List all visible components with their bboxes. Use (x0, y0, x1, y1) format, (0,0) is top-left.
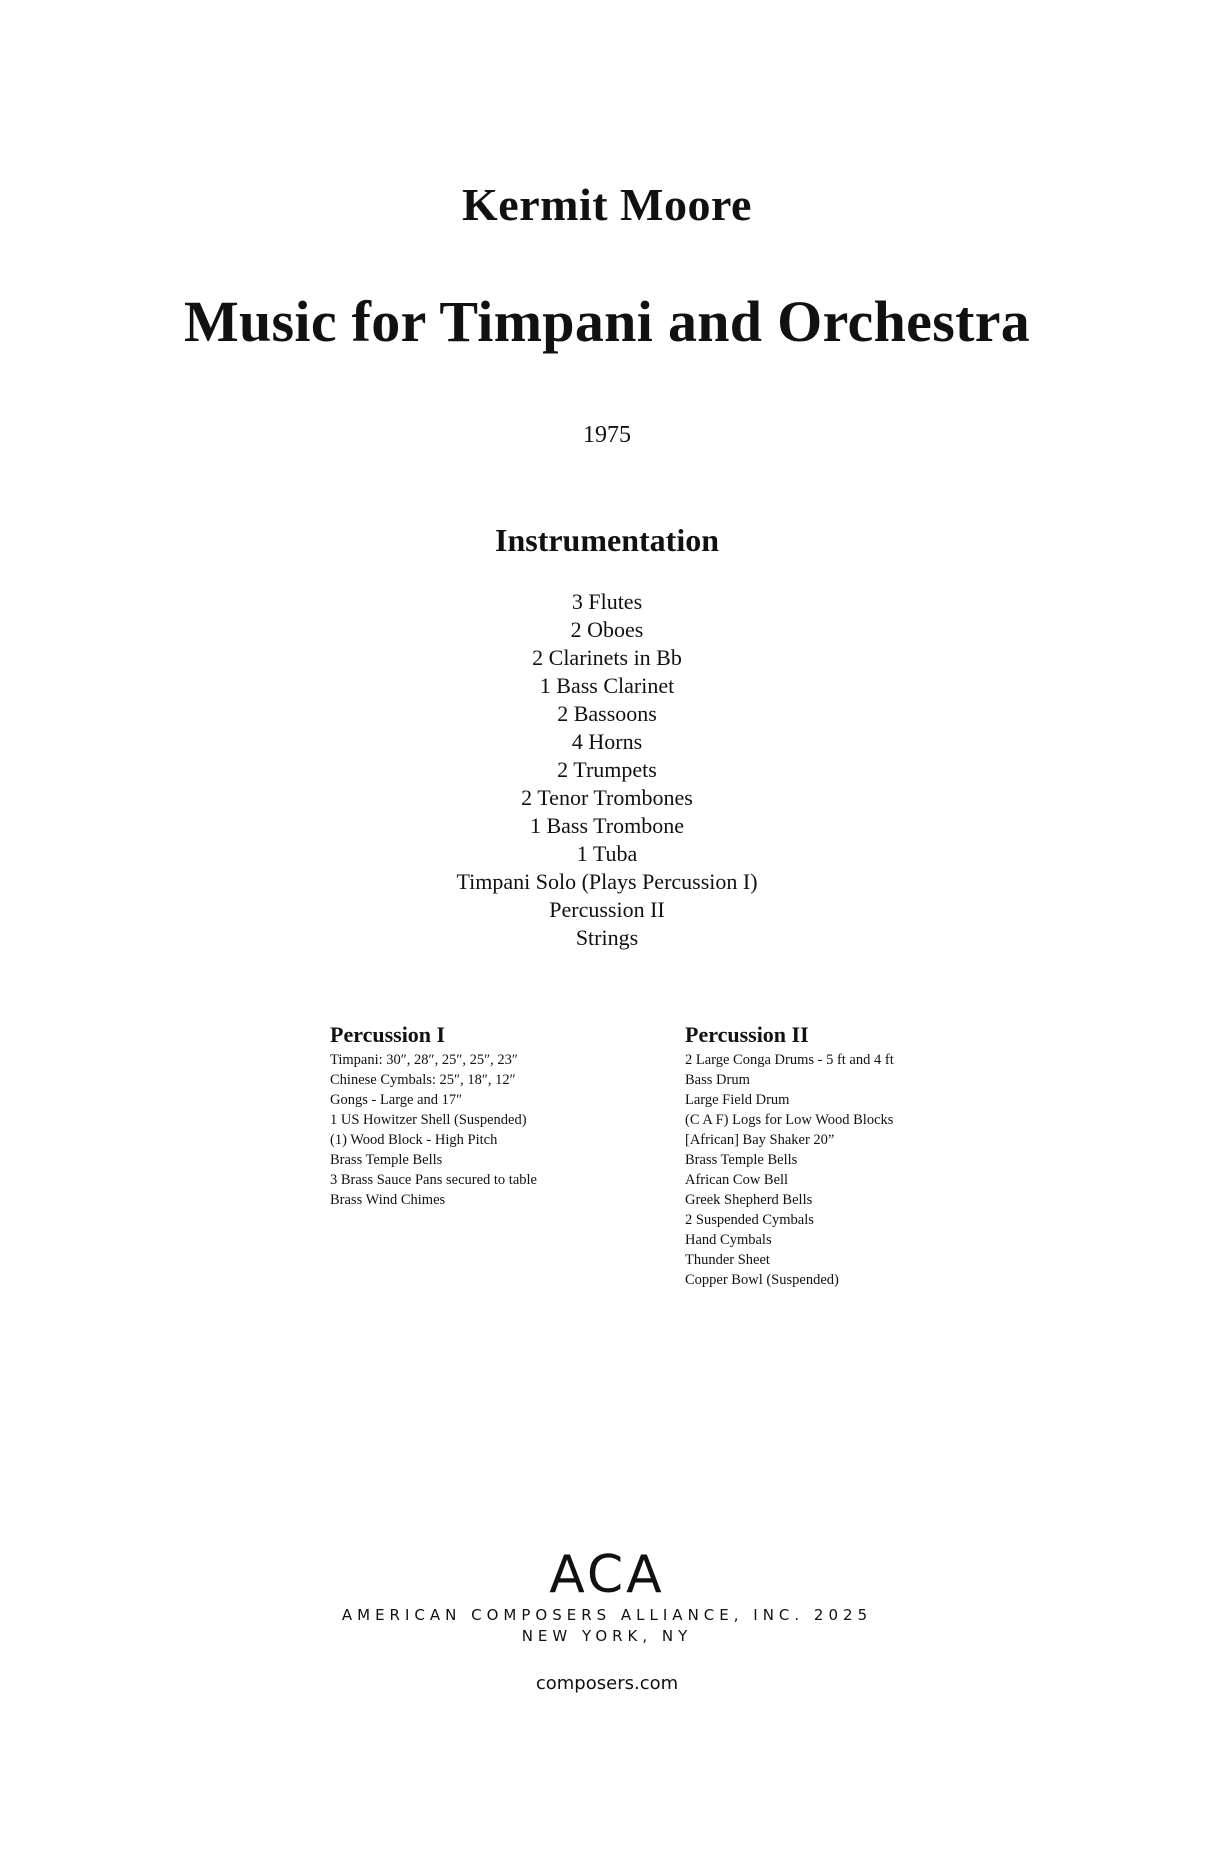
instrument-item: 1 Bass Clarinet (539, 673, 675, 698)
percussion-2-list (685, 1050, 1025, 1290)
percussion-item: Hand Cymbals (685, 1232, 772, 1248)
composer-name: Kermit Moore (462, 179, 752, 230)
instrumentation-list (0, 588, 1214, 952)
percussion-item: Chinese Cymbals: 25″, 18″, 12″ (330, 1072, 516, 1088)
instrument-item: 2 Oboes (570, 617, 644, 642)
publisher-name: AMERICAN COMPOSERS ALLIANCE, INC. 2025 (341, 1606, 873, 1624)
instrument-item: Strings (575, 925, 639, 950)
publisher-location: NEW YORK, NY (521, 1627, 693, 1645)
percussion-2-section (685, 1022, 1025, 1290)
instrument-item: 1 Tuba (576, 841, 638, 866)
composition-year: 1975 (583, 422, 631, 448)
percussion-item: 2 Large Conga Drums - 5 ft and 4 ft (685, 1052, 894, 1068)
instrument-item: 4 Horns (571, 729, 643, 754)
percussion-item: 1 US Howitzer Shell (Suspended) (330, 1112, 527, 1128)
percussion-item: Thunder Sheet (685, 1252, 770, 1268)
percussion-item: Bass Drum (685, 1072, 750, 1088)
instrument-item: 3 Flutes (571, 589, 643, 614)
instrument-item: 2 Bassoons (557, 701, 657, 726)
instrument-item: 2 Trumpets (557, 757, 657, 782)
percussion-item: (1) Wood Block - High Pitch (330, 1132, 498, 1148)
percussion-item: Brass Wind Chimes (330, 1192, 446, 1208)
percussion-item: Copper Bowl (Suspended) (685, 1272, 839, 1288)
instrument-item: 2 Tenor Trombones (521, 785, 693, 810)
percussion-2-heading: Percussion II (685, 1022, 809, 1047)
instrument-item: 1 Bass Trombone (529, 813, 685, 838)
percussion-item: Brass Temple Bells (330, 1152, 443, 1168)
percussion-1-heading: Percussion I (330, 1022, 446, 1047)
percussion-1-list (330, 1050, 660, 1210)
aca-logo: ACA (549, 1545, 665, 1605)
percussion-item: 2 Suspended Cymbals (685, 1212, 814, 1228)
instrument-item: Timpani Solo (Plays Percussion I) (456, 869, 758, 894)
percussion-item: Timpani: 30″, 28″, 25″, 25″, 23″ (330, 1052, 518, 1068)
instrument-item: 2 Clarinets in Bb (532, 645, 682, 670)
percussion-item: Large Field Drum (685, 1092, 790, 1108)
percussion-item: African Cow Bell (685, 1172, 789, 1188)
instrumentation-heading: Instrumentation (494, 522, 719, 558)
publisher-website[interactable]: composers.com (535, 1673, 679, 1694)
work-title: Music for Timpani and Orchestra (183, 289, 1031, 354)
instrument-item: Percussion II (549, 897, 665, 922)
percussion-item: [African] Bay Shaker 20” (685, 1132, 835, 1148)
percussion-item: Gongs - Large and 17″ (330, 1092, 463, 1108)
percussion-item: (C A F) Logs for Low Wood Blocks (685, 1112, 894, 1128)
percussion-item: Brass Temple Bells (685, 1152, 798, 1168)
percussion-item: Greek Shepherd Bells (685, 1192, 813, 1208)
percussion-1-section (330, 1022, 660, 1210)
percussion-item: 3 Brass Sauce Pans secured to table (330, 1172, 537, 1188)
